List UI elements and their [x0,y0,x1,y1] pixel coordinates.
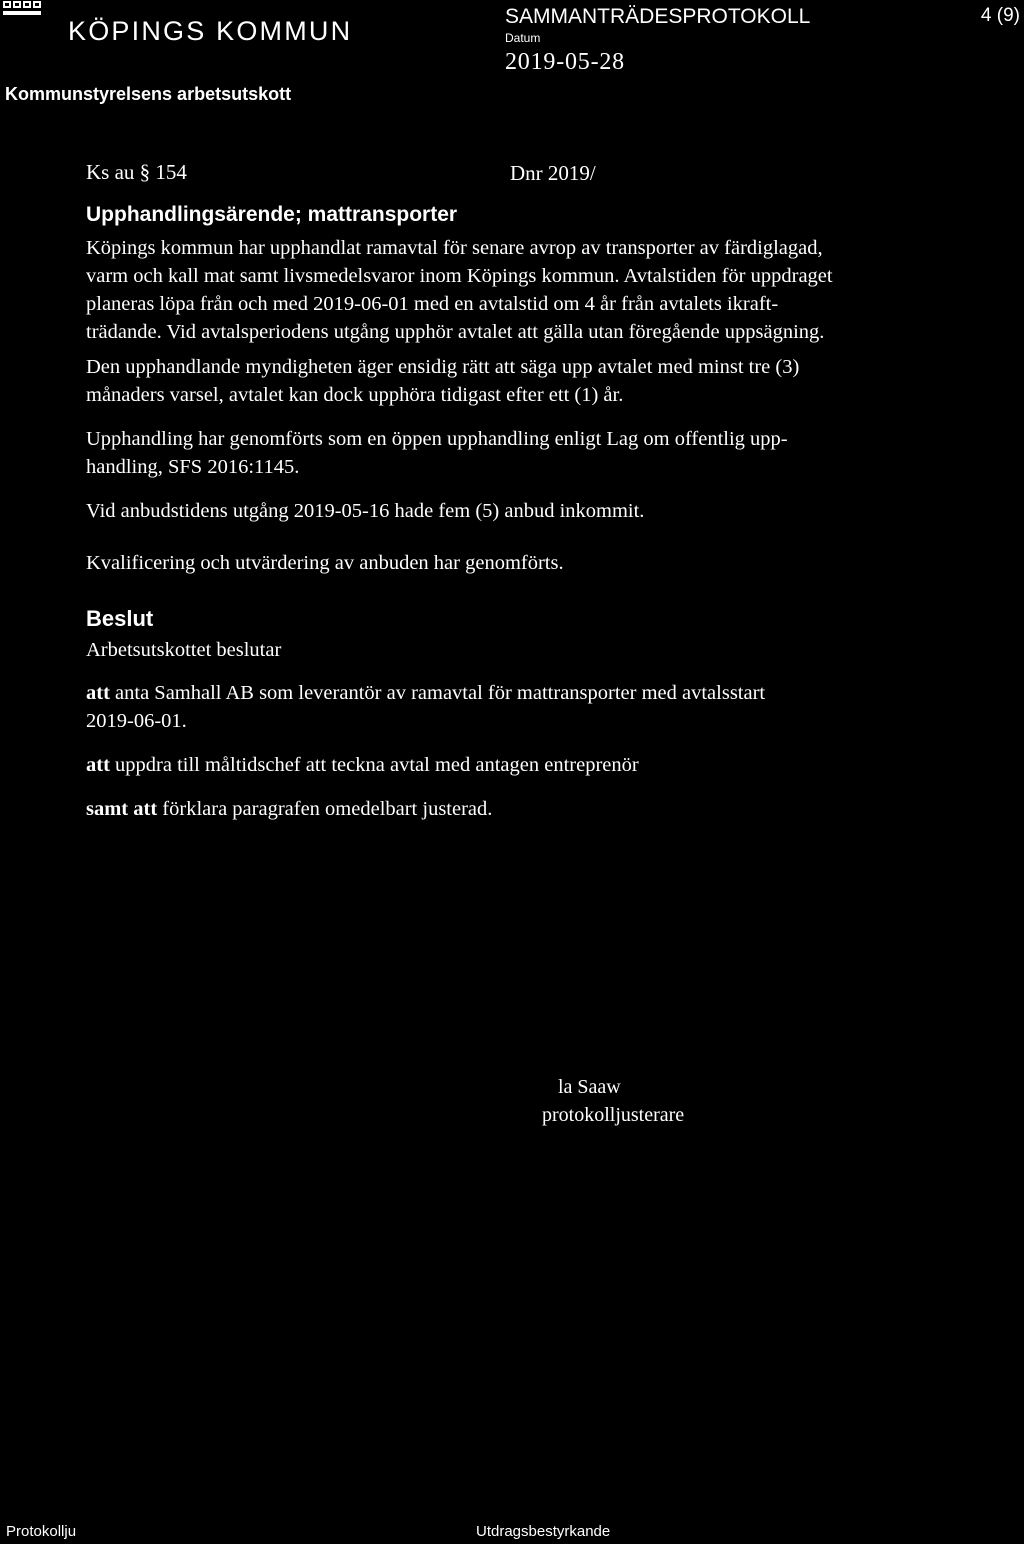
decision-item-3-text: förklara paragrafen omedelbart justerad. [157,798,493,820]
decision-heading: Beslut [86,606,154,631]
document-type: SAMMANTRÄDESPROTOKOLL [505,5,811,28]
decision-item-1 [86,682,765,705]
municipal-crest-icon [2,0,42,20]
body-p1-line-6: månaders varsel, avtalet kan dock upphöra tidigast efter ett (1) år. [86,384,624,406]
matter-title: Upphandlingsärende; mattransporter [86,203,458,226]
decision-item-1-keyword: att [86,682,110,704]
organization-name: KÖPINGS KOMMUN [68,16,353,46]
decision-intro: Arbetsutskottet beslutar [86,639,282,661]
decision-item-2-keyword: att [86,754,110,776]
decision-item-3-keyword: samt att [86,798,158,820]
body-p1-line-2: varm och kall mat samt livsmedelsvaror inom Köpings kommun. Avtalstiden för uppdraget [86,265,833,287]
body-p1-line-3: planeras löpa från och med 2019-06-01 med en avtalstid om 4 år från avtalets ikraft- [86,293,779,315]
date-value: 2019-05-28 [505,49,625,75]
decision-item-1-cont: 2019-06-01. [86,710,187,732]
footer-extract-certification: Utdragsbestyrkande [476,1523,611,1540]
date-label: Datum [505,31,541,45]
diary-number: Dnr 2019/ [510,161,596,185]
body-p3: Vid anbudstidens utgång 2019-05-16 hade fem (5) anbud inkommit. [86,500,645,522]
signature-role: protokolljusterare [542,1104,685,1126]
body-p1-line-4: trädande. Vid avtalsperiodens utgång upphör avtalet att gälla utan föregående uppsägning. [86,321,825,343]
body-p1-line-1: Köpings kommun har upphandlat ramavtal för senare avrop av transporter av färdiglagad, [86,237,823,259]
signature-name: la Saaw [558,1076,621,1098]
body-p2-line-2: handling, SFS 2016:1145. [86,456,300,478]
decision-item-1-text: anta Samhall AB som leverantör av ramavtal för mattransporter med avtalsstart [109,682,766,704]
committee-name: Kommunstyrelsens arbetsutskott [5,84,292,104]
decision-item-2 [86,754,639,777]
decision-item-2-text: uppdra till måltidschef att teckna avtal med antagen entreprenör [109,754,639,776]
decision-item-3 [86,798,492,821]
paragraph-reference: Ks au § 154 [86,160,187,184]
body-p1-line-5: Den upphandlande myndigheten äger ensidig rätt att säga upp avtalet med minst tre (3) [86,356,800,378]
body-p4: Kvalificering och utvärdering av anbuden har genomförts. [86,552,564,574]
footer-protocol-label: Protokollju [6,1523,77,1540]
body-p2-line-1: Upphandling har genomförts som en öppen upphandling enligt Lag om offentlig upp- [86,428,788,450]
page-number: 4 (9) [980,5,1020,26]
